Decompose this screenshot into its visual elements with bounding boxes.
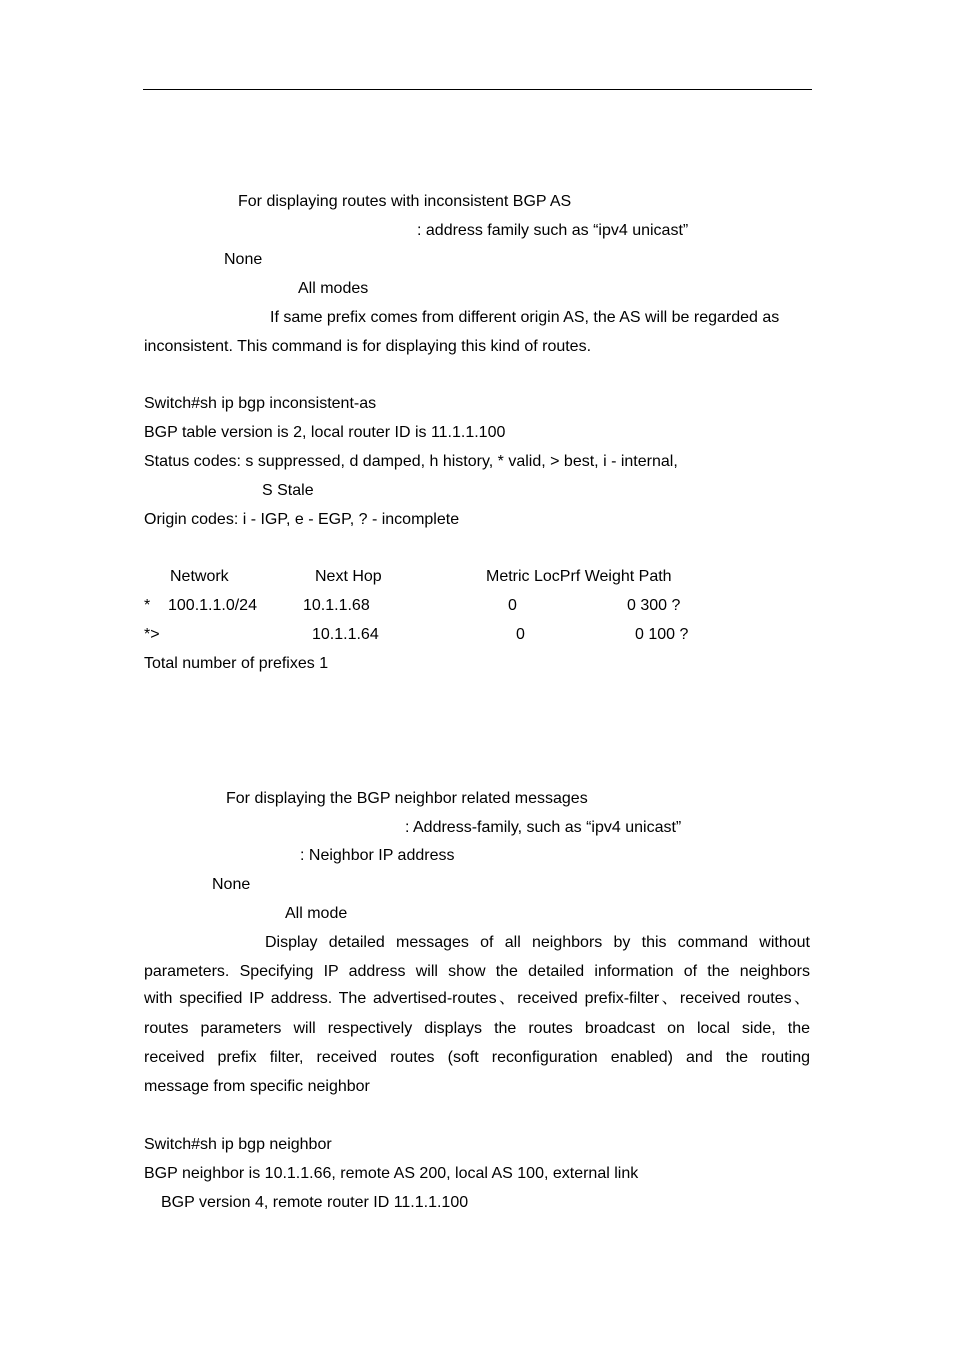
s1-usage-line2: inconsistent. This command is for displaying this kind of routes. bbox=[144, 338, 592, 355]
s1-origin-codes: Origin codes: i - IGP, e - EGP, ? - incomplete bbox=[144, 511, 460, 528]
s1-header-network: Network bbox=[170, 568, 229, 585]
s2-usage-line: parameters. Specifying IP address will show the detailed information of the neighbors bbox=[144, 963, 810, 980]
s1-function-text: For displaying routes with inconsistent BGP AS bbox=[238, 193, 572, 210]
s2-example-command: Switch#sh ip bgp neighbor bbox=[144, 1136, 332, 1153]
s1-mode-text: All modes bbox=[298, 280, 369, 297]
s1-status-codes: Status codes: s suppressed, d damped, h history, * valid, > best, i - internal, bbox=[144, 453, 678, 470]
s1-default-text: None bbox=[224, 251, 263, 268]
s1-parameter-text: : address family such as “ipv4 unicast” bbox=[417, 222, 689, 239]
s1-usage-line1: If same prefix comes from different origin AS, the AS will be regarded as bbox=[270, 309, 780, 326]
s1-header-rest: Metric LocPrf Weight Path bbox=[486, 568, 672, 585]
s2-usage-line: received prefix filter, received routes (soft reconfiguration enabled) and the routing bbox=[144, 1049, 810, 1066]
s2-parameter2-text: : Neighbor IP address bbox=[300, 847, 455, 864]
header-rule bbox=[143, 89, 812, 90]
s2-neighbor-line: BGP neighbor is 10.1.1.66, remote AS 200, local AS 100, external link bbox=[144, 1165, 639, 1182]
s1-total-prefixes: Total number of prefixes 1 bbox=[144, 655, 329, 672]
s1-row2-nexthop: 10.1.1.64 bbox=[312, 626, 379, 643]
s1-row2-flag: *> bbox=[144, 626, 160, 643]
s2-version-line: BGP version 4, remote router ID 11.1.1.100 bbox=[161, 1194, 469, 1211]
s2-default-text: None bbox=[212, 876, 251, 893]
s1-row2-metric: 0 bbox=[516, 626, 525, 643]
s1-row1-network: 100.1.1.0/24 bbox=[168, 597, 257, 614]
s1-row1-flag: * bbox=[144, 597, 151, 614]
s2-usage-paragraph bbox=[144, 933, 810, 1097]
s1-example-command: Switch#sh ip bgp inconsistent-as bbox=[144, 395, 377, 412]
s2-function-text: For displaying the BGP neighbor related messages bbox=[226, 790, 588, 807]
s1-row1-nexthop: 10.1.1.68 bbox=[303, 597, 370, 614]
s1-row2-weight-path: 0 100 ? bbox=[635, 626, 689, 643]
s2-usage-line: routes parameters will respectively displays the routes broadcast on local side, the bbox=[144, 1020, 810, 1037]
s2-parameter1-text: : Address-family, such as “ipv4 unicast” bbox=[405, 819, 682, 836]
s1-row1-metric: 0 bbox=[508, 597, 517, 614]
s2-usage-line: with specified IP address. The advertised-routes、received prefix-filter、received routes、 bbox=[144, 990, 810, 1007]
s1-header-nexthop: Next Hop bbox=[315, 568, 382, 585]
s2-mode-text: All mode bbox=[285, 905, 348, 922]
s1-status-stale: S Stale bbox=[262, 482, 314, 499]
s2-usage-line: Display detailed messages of all neighbors by this command without bbox=[265, 934, 810, 951]
s1-table-version: BGP table version is 2, local router ID is 11.1.1.100 bbox=[144, 424, 506, 441]
s1-row1-weight-path: 0 300 ? bbox=[627, 597, 681, 614]
s2-usage-line: message from specific neighbor bbox=[144, 1078, 370, 1095]
